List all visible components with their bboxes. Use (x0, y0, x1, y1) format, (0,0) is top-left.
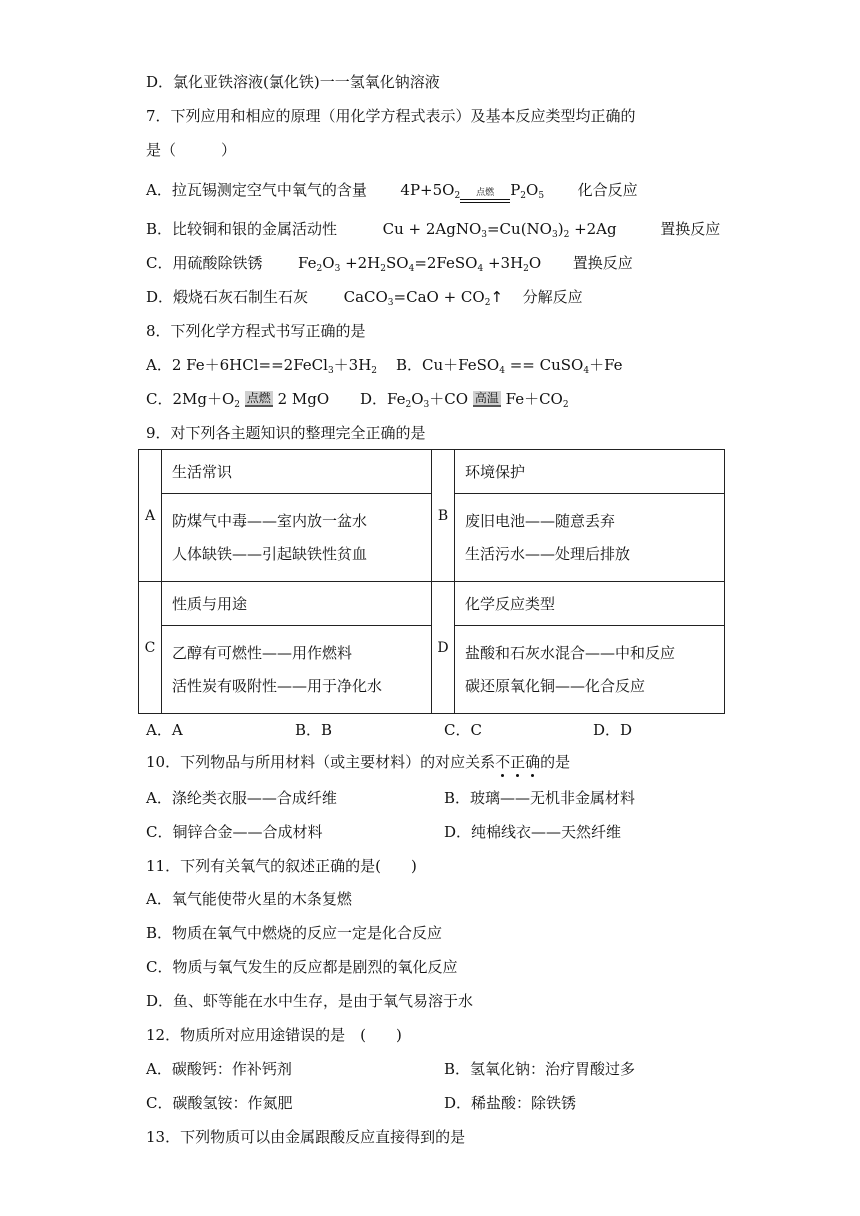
q9-cell-a-letter: A (139, 450, 162, 582)
q7-stem-line1: 7．下列应用和相应的原理（用化学方程式表示）及基本反应类型均正确的 (146, 107, 636, 125)
q7-option-c-equation: $Fe_2O_3$ $+2H_2SO_4=2FeSO_4 +3H_2O$ (298, 254, 542, 274)
q9-cell-d-letter: D (432, 582, 455, 714)
q8-option-d-condition: 高温 (474, 391, 499, 405)
q9-option-b: B．B (295, 721, 333, 739)
q7-option-c-text: C．用硫酸除铁锈 (146, 254, 263, 272)
q7-option-b-equation: $Cu + 2AgNO_3=Cu(NO_3)_2 +2Ag$ (382, 220, 617, 240)
q7-option-a-type: 化合反应 (577, 181, 638, 199)
q9-option-a: A．A (146, 721, 183, 739)
q9-cell-c-line2: 活性炭有吸附性——用于净化水 (172, 676, 383, 695)
q9-cell-a-line1: 防煤气中毒——室内放一盆水 (172, 511, 368, 530)
q9-cell-c-body (162, 626, 432, 714)
q7-option-b-text: B．比较铜和银的金属活动性 (146, 220, 338, 238)
q13-stem: 13．下列物质可以由金属跟酸反应直接得到的是 (146, 1128, 466, 1146)
q9-cell-c-title: 性质与用途 (162, 582, 432, 626)
q9-cell-b-body (455, 494, 725, 582)
q12-option-d: D．稀盐酸：除铁锈 (444, 1094, 577, 1112)
q7-option-b-type: 置换反应 (660, 220, 721, 238)
q7-option-d (146, 287, 583, 307)
q10-stem-post: 的是 (540, 753, 571, 771)
q7-option-b (146, 219, 720, 239)
q10-stem-pre: 10．下列物品与所用材料（或主要材料）的对应关系 (146, 753, 496, 771)
q9-cell-d-title: 化学反应类型 (455, 582, 725, 626)
q9-cell-d-body (455, 626, 725, 714)
q10-emphasis-char: 正 (510, 753, 526, 771)
q10-option-c: C．铜锌合金——合成材料 (146, 823, 323, 841)
q7-option-c-type: 置换反应 (572, 254, 633, 272)
q8-option-c-condition: 点燃 (246, 391, 271, 405)
q8-option-c: C．$2Mg+O_2$ 点燃 2 MgO (146, 390, 330, 410)
q7-option-a-condition: 点燃 (476, 188, 495, 198)
q9-stem: 9．对下列各主题知识的整理完全正确的是 (146, 424, 426, 442)
q7-option-d-type: 分解反应 (522, 288, 583, 306)
q12-option-a: A．碳酸钙：作补钙剂 (146, 1060, 292, 1078)
q9-option-d: D．D (593, 721, 633, 739)
q9-cell-b-title: 环境保护 (455, 450, 725, 494)
q6-option-d: D．氯化亚铁溶液(氯化铁)一一氢氧化钠溶液 (146, 73, 440, 91)
q11-option-c: C．物质与氧气发生的反应都是剧烈的氧化反应 (146, 958, 458, 976)
q10-option-d: D．纯棉线衣——天然纤维 (444, 823, 622, 841)
q9-cell-d-line2: 碳还原氧化铜——化合反应 (465, 676, 646, 695)
q7-option-c (146, 253, 633, 273)
q9-cell-a-line2: 人体缺铁——引起缺铁性贫血 (172, 544, 368, 563)
q10-option-b: B．玻璃——无机非金属材料 (444, 789, 636, 807)
q8-stem: 8．下列化学方程式书写正确的是 (146, 322, 366, 340)
q12-stem: 12．物质所对应用途错误的是 ( ) (146, 1026, 402, 1044)
q7-option-d-equation: CaCO$_3$=CaO + $CO_2↑$ (343, 288, 504, 308)
q9-cell-b-letter: B (432, 450, 455, 582)
q9-cell-d-line1: 盐酸和石灰水混合——中和反应 (465, 643, 676, 662)
q11-option-b: B．物质在氧气中燃烧的反应一定是化合反应 (146, 924, 443, 942)
q9-cell-a-body (162, 494, 432, 582)
q9-option-c: C．C (444, 721, 482, 739)
q8-option-d: D．$Fe_2O_3+CO$ 高温 $Fe+CO_2$ (360, 390, 569, 410)
q9-knowledge-table (138, 449, 725, 714)
q10-option-a: A．涤纶类衣服——合成纤维 (146, 789, 337, 807)
q11-stem: 11．下列有关氧气的叙述正确的是( ) (146, 857, 417, 875)
q12-option-c: C．碳酸氢铵：作氮肥 (146, 1094, 293, 1112)
q11-option-a: A．氧气能使带火星的木条复燃 (146, 890, 352, 908)
q11-option-d: D．鱼、虾等能在水中生存，是由于氧气易溶于水 (146, 992, 474, 1010)
q7-option-a-equation: $4P+5O_2$ 点燃 $P_2O_5$ (400, 181, 545, 201)
q9-cell-b-line2: 生活污水——处理后排放 (465, 544, 631, 563)
q7-option-d-text: D．煅烧石灰石制生石灰 (146, 288, 309, 306)
q7-option-a (146, 180, 638, 203)
q10-stem (146, 752, 570, 772)
q10-emphasis-char: 不 (495, 753, 511, 771)
q9-cell-c-line1: 乙醇有可燃性——用作燃料 (172, 643, 353, 662)
q8-option-b: B．Cu＋FeSO$_4$ == CuSO$_4$＋Fe (396, 356, 623, 376)
q12-option-b: B．氢氧化钠：治疗胃酸过多 (444, 1060, 636, 1078)
q10-emphasis-char: 确 (525, 753, 541, 771)
q7-stem-line2: 是（ ） (146, 141, 237, 159)
q9-cell-b-line1: 废旧电池——随意丢弃 (465, 511, 616, 530)
q8-option-a: A．2 $Fe+6HCl==2FeCl_3+3H_2$ (146, 356, 378, 376)
q9-cell-a-title: 生活常识 (162, 450, 432, 494)
q9-cell-c-letter: C (139, 582, 162, 714)
q7-option-a-text: A．拉瓦锡测定空气中氧气的含量 (146, 181, 367, 199)
